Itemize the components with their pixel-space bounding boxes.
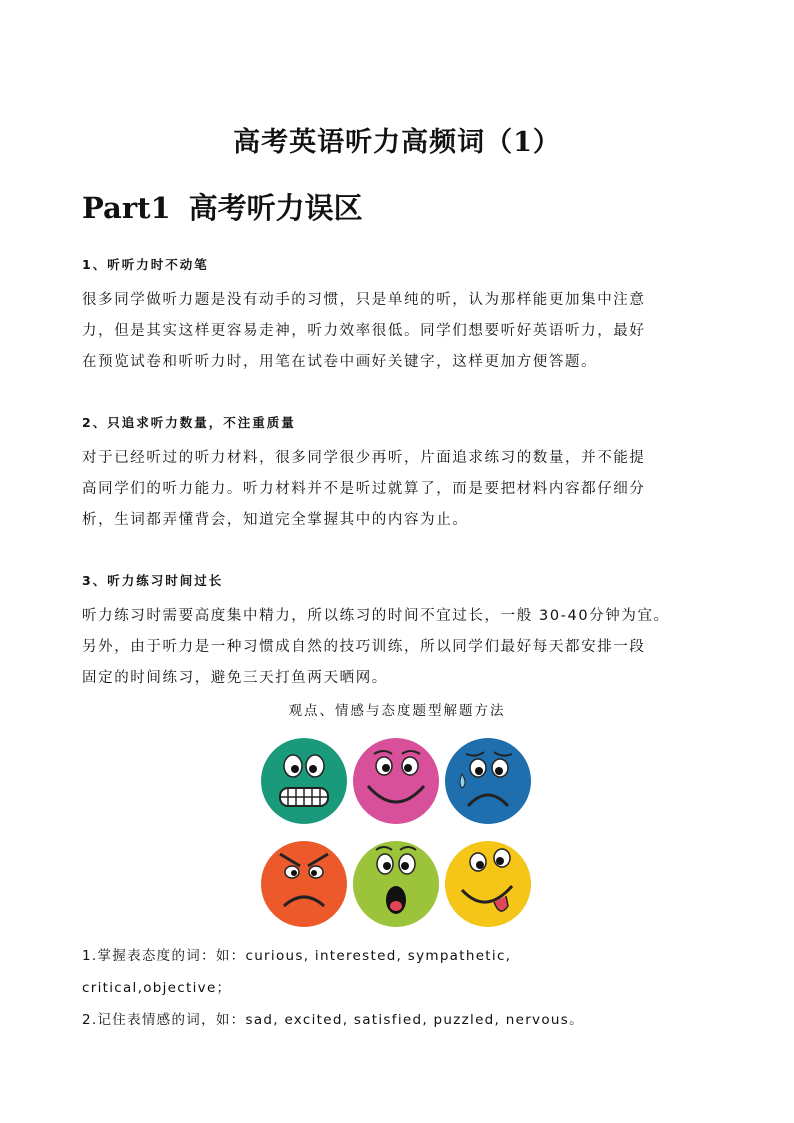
paragraph-line: 对于已经听过的听力材料，很多同学很少再听，片面追求练习的数量，并不能提 xyxy=(82,450,646,466)
shocked-face-icon xyxy=(353,841,439,927)
paragraph-line: 析，生词都弄懂背会，知道完全掌握其中的内容为止。 xyxy=(82,512,469,528)
smiling-face-icon xyxy=(353,738,439,824)
crying-face-icon xyxy=(445,738,531,824)
document-title: 高考英语听力高频词（1） xyxy=(233,127,561,158)
section-heading: 1、听听力时不动笔 xyxy=(82,257,209,272)
section-heading: 2、只追求听力数量，不注重质量 xyxy=(82,415,296,430)
paragraph-line: 高同学们的听力能力。听力材料并不是听过就算了，而是要把材料内容都仔细分 xyxy=(82,481,646,497)
section-2 xyxy=(82,415,732,536)
section-heading: 3、听力练习时间过长 xyxy=(82,573,224,588)
point-attitude-words-cont: critical,objective； xyxy=(82,980,232,996)
part-heading xyxy=(82,186,363,227)
paragraph-line: 听力练习时需要高度集中精力，所以练习的时间不宜过长，一般 30-40分钟为宜。 xyxy=(82,608,670,624)
point-emotion-words: 2.记住表情感的词，如：sad, excited, satisfied, puzzled, nervous。 xyxy=(82,1012,584,1028)
part-heading-text: 高考听力误区 xyxy=(188,191,363,225)
paragraph-line: 很多同学做听力题是没有动手的习惯，只是单纯的听，认为那样能更加集中注意 xyxy=(82,292,646,308)
grimacing-face-icon xyxy=(261,738,347,824)
silly-face-icon xyxy=(445,841,531,927)
part-label: Part1 xyxy=(82,191,171,225)
angry-face-icon xyxy=(261,841,347,927)
paragraph-line: 另外，由于听力是一种习惯成自然的技巧训练，所以同学们最好每天都安排一段 xyxy=(82,639,646,655)
emoji-faces-figure xyxy=(256,726,536,936)
paragraph-line: 固定的时间练习，避免三天打鱼两天晒网。 xyxy=(82,670,388,686)
point-attitude-words: 1.掌握表态度的词：如：curious, interested, sympathetic, xyxy=(82,948,512,964)
paragraph-line: 力，但是其实这样更容易走神，听力效率很低。同学们想要听好英语听力，最好 xyxy=(82,323,646,339)
paragraph-line: 在预览试卷和听听力时，用笔在试卷中画好关键字，这样更加方便答题。 xyxy=(82,354,598,370)
section-3 xyxy=(82,573,732,694)
section-1 xyxy=(82,257,732,378)
figure-caption: 观点、情感与态度题型解题方法 xyxy=(288,703,506,719)
